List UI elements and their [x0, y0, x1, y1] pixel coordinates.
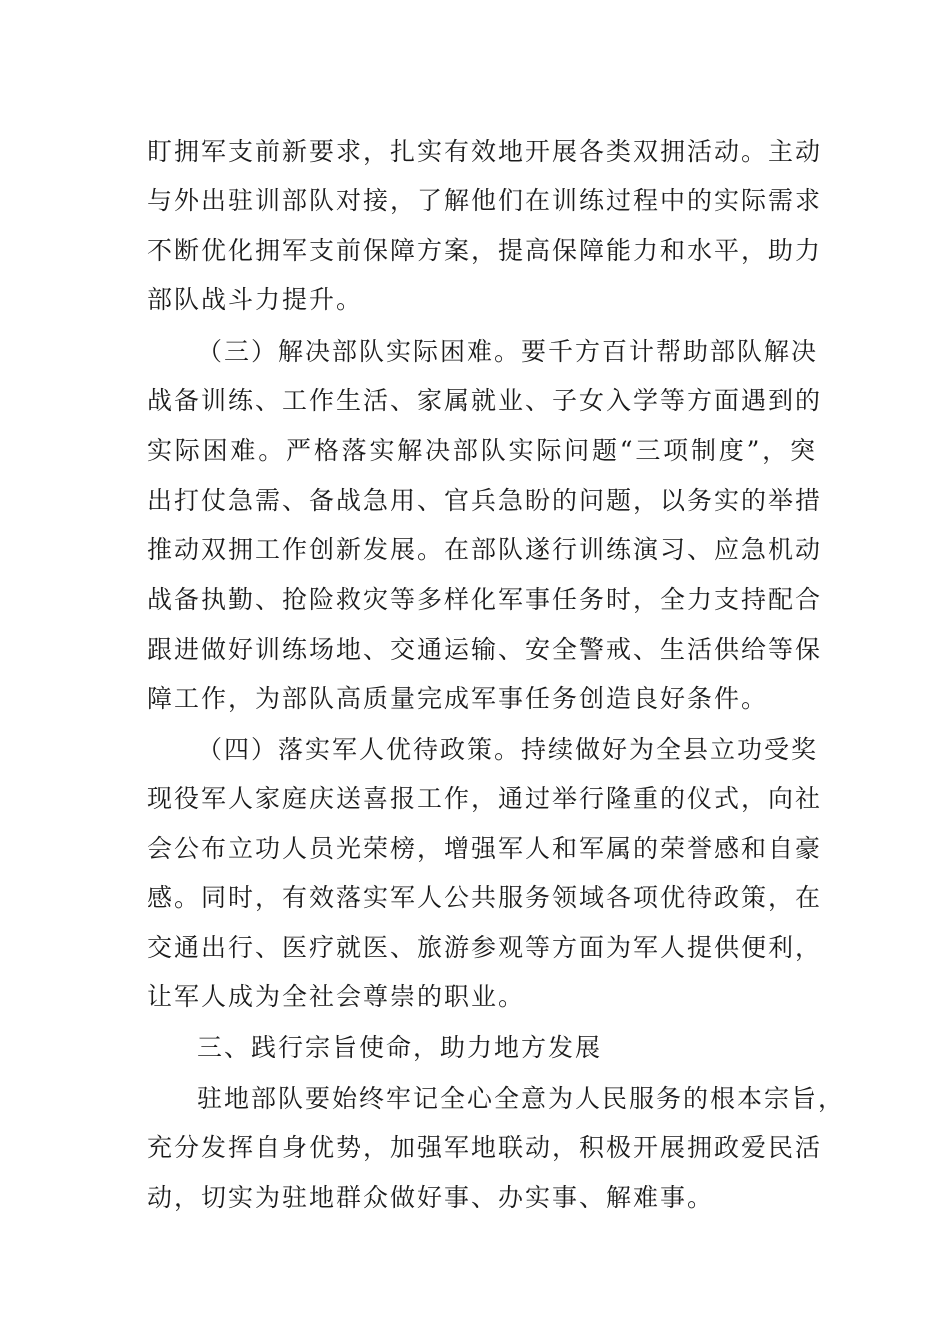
- body-text-line: 推动双拥工作创新发展。在部队遂行训练演习、应急机动: [147, 535, 823, 564]
- body-text-line: 会公布立功人员光荣榜，增强军人和军属的荣誉感和自豪: [147, 834, 823, 863]
- body-text-line: 充分发挥自身优势，加强军地联动，积极开展拥政爱民活: [147, 1133, 823, 1162]
- body-text-line: 战备执勤、抢险救灾等多样化军事任务时，全力支持配合: [147, 585, 823, 614]
- section-heading-4: （四）落实军人优待政策。持续做好为全县立功受奖: [197, 735, 819, 764]
- body-text-line: 动，切实为驻地群众做好事、办实事、解难事。: [147, 1183, 715, 1212]
- body-text-line: 障工作，为部队高质量完成军事任务创造良好条件。: [147, 684, 769, 713]
- body-text-line: 让军人成为全社会尊崇的职业。: [147, 982, 526, 1011]
- body-text-line: 与外出驻训部队对接，了解他们在训练过程中的实际需求: [147, 186, 823, 215]
- body-text-line: 感。同时，有效落实军人公共服务领域各项优待政策，在: [147, 883, 823, 912]
- chapter-heading: 三、践行宗旨使命，助力地方发展: [197, 1033, 603, 1062]
- section-heading-3: （三）解决部队实际困难。要千方百计帮助部队解决: [197, 337, 819, 366]
- body-text-line: 驻地部队要始终牢记全心全意为人民服务的根本宗旨，: [197, 1084, 846, 1113]
- body-text-line: 部队战斗力提升。: [147, 285, 364, 314]
- body-text-line: 战备训练、工作生活、家属就业、子女入学等方面遇到的: [147, 386, 823, 415]
- body-text-line: 不断优化拥军支前保障方案，提高保障能力和水平，助力: [147, 236, 823, 265]
- body-text-line: 现役军人家庭庆送喜报工作，通过举行隆重的仪式，向社: [147, 784, 823, 813]
- body-text-line: 实际困难。严格落实解决部队实际问题“三项制度”，突: [147, 436, 817, 465]
- body-text-line: 跟进做好训练场地、交通运输、安全警戒、生活供给等保: [147, 635, 823, 664]
- body-text-line: 交通出行、医疗就医、旅游参观等方面为军人提供便利，: [147, 933, 823, 962]
- body-text-line: 盯拥军支前新要求，扎实有效地开展各类双拥活动。主动: [147, 137, 823, 166]
- body-text-line: 出打仗急需、备战急用、官兵急盼的问题，以务实的举措: [147, 486, 823, 515]
